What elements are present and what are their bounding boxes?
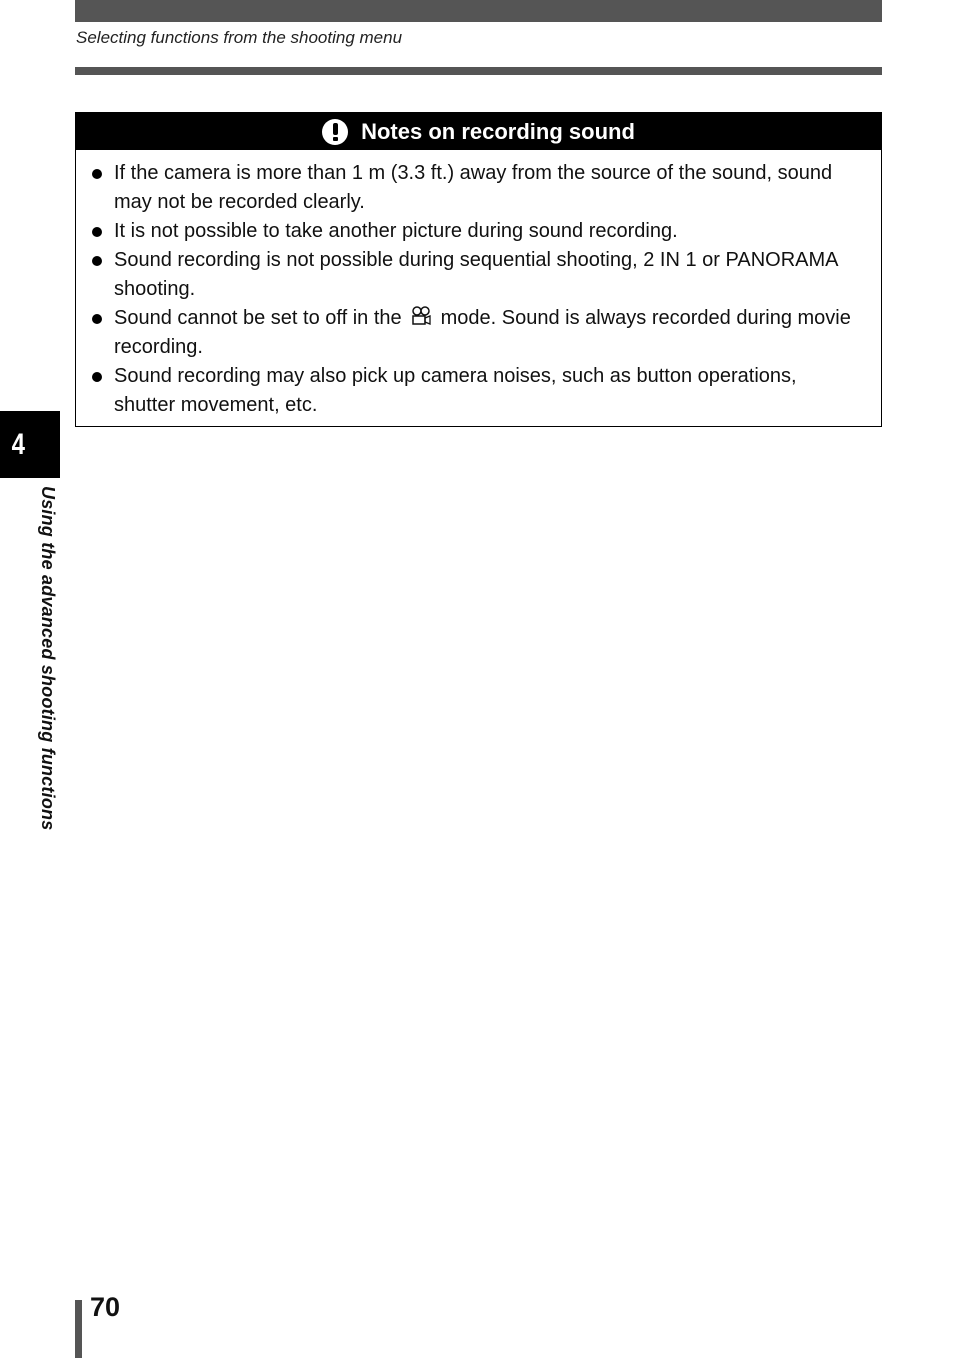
list-item: If the camera is more than 1 m (3.3 ft.) away from the source of the sound, sound may not be recorded clearly. xyxy=(114,159,861,217)
page-number: 70 xyxy=(90,1292,121,1322)
running-header: Selecting functions from the shooting menu xyxy=(76,28,403,47)
chapter-number: 4 xyxy=(11,427,25,461)
exclamation-icon xyxy=(322,119,348,145)
list-item: Sound recording may also pick up camera noises, such as button operations, shutter movement, etc. xyxy=(114,362,861,420)
chapter-title: Using the advanced shooting functions xyxy=(38,486,58,831)
movie-camera-icon xyxy=(410,306,432,326)
header-top-bar xyxy=(75,0,882,22)
notes-title: Notes on recording sound xyxy=(361,118,635,144)
notes-list xyxy=(76,150,881,420)
page-number-bar xyxy=(75,1300,82,1358)
header-rule xyxy=(75,67,882,75)
list-item: Sound cannot be set to off in the mode. Sound is always recorded during movie recording. xyxy=(114,304,861,362)
notes-box xyxy=(75,112,882,427)
list-item: It is not possible to take another picture during sound recording. xyxy=(114,217,861,246)
list-item: Sound recording is not possible during sequential shooting, 2 IN 1 or PANORAMA shooting. xyxy=(114,246,861,304)
chapter-tab xyxy=(0,411,60,478)
notes-header xyxy=(76,113,881,150)
